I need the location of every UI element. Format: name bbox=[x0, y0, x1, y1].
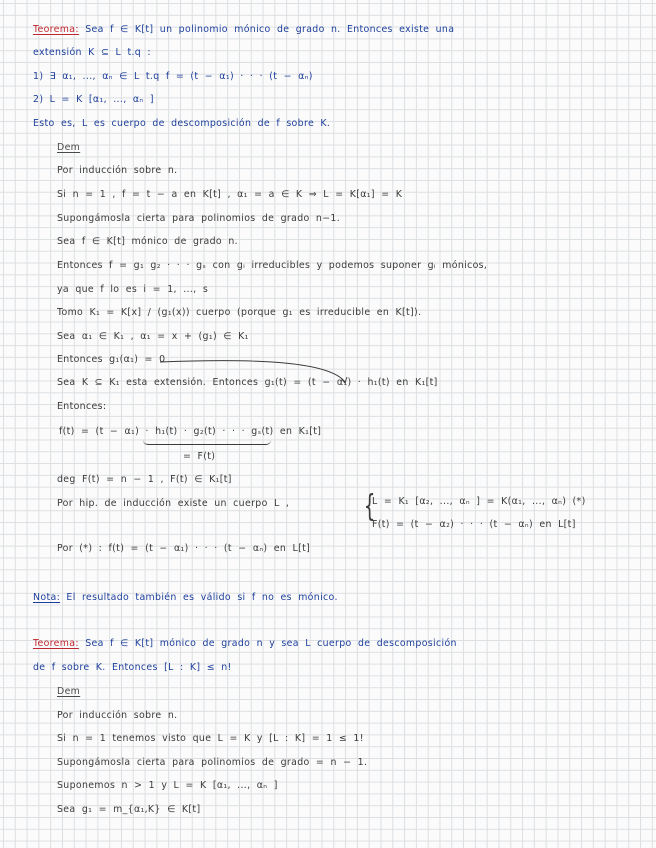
proof1-line: Si n = 1 , f = t − a en K[t] , α₁ = a ∈ K ⇒ L = K[α₁] = K bbox=[57, 189, 403, 200]
proof1-line: Tomo K₁ = K[x] / (g₁(x)) cuerpo (porque g₁ es irreducible en K[t]). bbox=[57, 307, 422, 318]
proof2-line: Supongámosla cierta para polinomios de grado = n − 1. bbox=[57, 757, 368, 768]
f-left: f(t) = (t − α₁) · bbox=[59, 426, 149, 437]
nota-text: El resultado también es válido si f no es mónico. bbox=[66, 592, 338, 603]
proof1-dem: Dem bbox=[57, 142, 81, 153]
proof1-line: Entonces g₁(α₁) = 0 bbox=[57, 354, 166, 365]
deg-line: deg F(t) = n − 1 , F(t) ∈ K₁[t] bbox=[57, 474, 232, 485]
F-definition: = F(t) bbox=[183, 451, 216, 462]
theorem2-text1: Sea f ∈ K[t] mónico de grado n y sea L cuerpo de descomposición bbox=[85, 638, 457, 649]
theorem1-text1: Sea f ∈ K[t] un polinomio mónico de grado n. Entonces existe una bbox=[85, 24, 455, 35]
por-line: Por (*) : f(t) = (t − α₁) · · · (t − αₙ) en L[t] bbox=[57, 543, 311, 554]
nota-line bbox=[33, 592, 338, 603]
proof1-line: Por inducción sobre n. bbox=[57, 165, 178, 176]
proof1-line: Entonces f = g₁ g₂ · · · gₛ con gᵢ irreducibles y podemos suponer gᵢ mónicos, bbox=[57, 260, 488, 271]
proof1-line: Supongámosla cierta para polinomios de grado n−1. bbox=[57, 213, 341, 224]
theorem1-conclusion: Esto es, L es cuerpo de descomposición de f sobre K. bbox=[33, 118, 331, 129]
hip-line: Por hip. de inducción existe un cuerpo L , bbox=[57, 498, 290, 509]
theorem1-item1: 1) ∃ α₁, ..., αₙ ∈ L t.q f = (t − α₁) · · · (t − αₙ) bbox=[33, 71, 313, 82]
f-right: en K₁[t] bbox=[279, 426, 322, 437]
theorem2-label: Teorema: bbox=[33, 638, 79, 649]
brace-line1: L = K₁ [α₂, ..., αₙ ] = K(α₁, ..., αₙ) (*) bbox=[372, 496, 586, 507]
proof2-line: Si n = 1 tenemos visto que L = K y [L : K] = 1 ≤ 1! bbox=[57, 733, 364, 744]
theorem1-label: Teorema: bbox=[33, 24, 79, 35]
theorem2-line1 bbox=[33, 638, 457, 649]
proof2-line: Sea g₁ = m_{α₁,K} ∈ K[t] bbox=[57, 804, 201, 815]
proof1-line: ya que f lo es i = 1, ..., s bbox=[57, 284, 209, 295]
proof2-line: Por inducción sobre n. bbox=[57, 710, 178, 721]
proof2-line: Suponemos n > 1 y L = K [α₁, ..., αₙ ] bbox=[57, 780, 278, 791]
underbrace bbox=[143, 440, 271, 445]
proof1-line: Sea α₁ ∈ K₁ , α₁ = x + (g₁) ∈ K₁ bbox=[57, 331, 249, 342]
theorem1-line2: extensión K ⊆ L t.q : bbox=[33, 47, 151, 58]
proof2-dem: Dem bbox=[57, 686, 81, 697]
theorem1-item2: 2) L = K [α₁, ..., αₙ ] bbox=[33, 94, 154, 105]
nota-label: Nota: bbox=[33, 592, 61, 603]
proof1-line: Entonces: bbox=[57, 401, 107, 412]
proof1-line: Sea f ∈ K[t] mónico de grado n. bbox=[57, 236, 238, 247]
brace-line2: F(t) = (t − α₂) · · · (t − αₙ) en L[t] bbox=[372, 519, 576, 530]
f-factorization-line bbox=[59, 426, 321, 437]
left-brace-icon: { bbox=[363, 489, 376, 524]
proof1-line: Sea K ⊆ K₁ esta extensión. Entonces g₁(t) = (t − α₁) · h₁(t) en K₁[t] bbox=[57, 377, 438, 388]
theorem2-line2: de f sobre K. Entonces [L : K] ≤ n! bbox=[33, 662, 232, 673]
f-mid: h₁(t) · g₂(t) · · · gₛ(t) bbox=[155, 426, 274, 437]
